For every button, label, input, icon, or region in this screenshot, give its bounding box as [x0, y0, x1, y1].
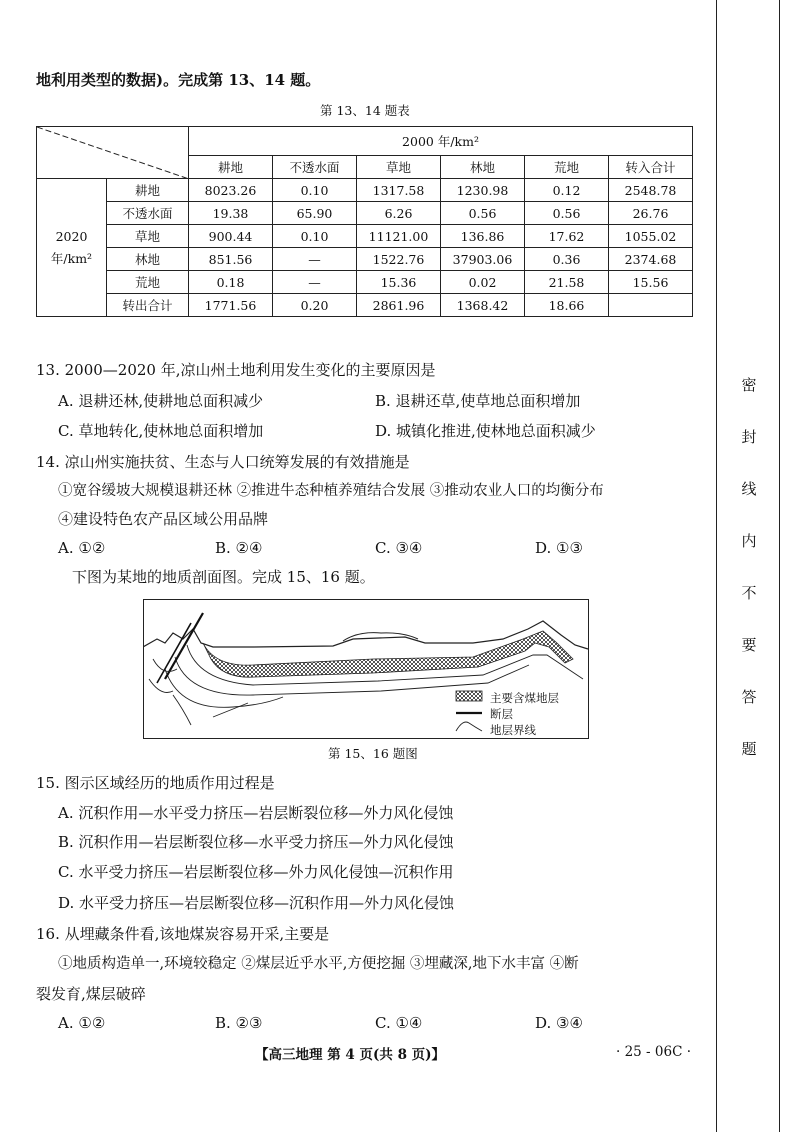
table-row [37, 271, 693, 294]
q15-option-d[interactable]: D. 水平受力挤压—岩层断裂位移—沉积作用—外力风化侵蚀 [58, 894, 455, 912]
table-row [37, 294, 693, 317]
q15-option-b[interactable]: B. 沉积作用—岩层断裂位移—水平受力挤压—外力风化侵蚀 [58, 833, 454, 851]
table-cell: 11121.00 [357, 225, 441, 248]
table-cell: 26.76 [609, 202, 693, 225]
q14-option-b[interactable]: B. ②④ [215, 539, 263, 557]
q16-option-c[interactable]: C. ①④ [375, 1014, 423, 1032]
table-cell: 15.56 [609, 271, 693, 294]
table-cell: 1230.98 [441, 179, 525, 202]
intro-line: 地利用类型的数据)。完成第 13、14 题。 [36, 71, 321, 89]
legend-boundary-symbol [456, 722, 482, 731]
diagonal-line [37, 127, 189, 179]
margin-char: 封 [741, 428, 757, 446]
legend-label-coal: 主要含煤地层 [490, 691, 559, 705]
table-cell: 900.44 [189, 225, 273, 248]
row-group-header: 2020 年/km² [37, 179, 107, 317]
column-header: 荒地 [525, 156, 609, 179]
table-cell: — [273, 271, 357, 294]
q13-option-b[interactable]: B. 退耕还草,使草地总面积增加 [375, 392, 581, 410]
page-footer: 【高三地理 第 4 页(共 8 页)】 [255, 1047, 446, 1063]
row-label: 荒地 [107, 271, 189, 294]
table-title: 第 13、14 题表 [320, 103, 410, 118]
land-use-transfer-table [36, 126, 693, 317]
margin-char: 不 [741, 584, 757, 602]
row-label: 林地 [107, 248, 189, 271]
q14-stem: 14. 凉山州实施扶贫、生态与人口统筹发展的有效措施是 [36, 453, 410, 471]
table-cell: 18.66 [525, 294, 609, 317]
row-label: 转出合计 [107, 294, 189, 317]
margin-char: 题 [741, 740, 757, 758]
figure-caption: 第 15、16 题图 [328, 746, 418, 761]
margin-char: 线 [741, 480, 757, 498]
table-row [37, 202, 693, 225]
q16-stem: 16. 从埋藏条件看,该地煤炭容易开采,主要是 [36, 925, 330, 943]
table-cell: 1055.02 [609, 225, 693, 248]
q13-option-c[interactable]: C. 草地转化,使林地总面积增加 [58, 422, 264, 440]
table-cell: 0.56 [525, 202, 609, 225]
q14-choices-line2: ④建设特色农产品区域公用品牌 [58, 510, 269, 528]
legend-label-fault: 断层 [490, 707, 513, 721]
q14-option-c[interactable]: C. ③④ [375, 539, 423, 557]
col-group-header: 2000 年/km² [189, 127, 693, 156]
row-label: 草地 [107, 225, 189, 248]
table-cell: 17.62 [525, 225, 609, 248]
table-cell: 0.20 [273, 294, 357, 317]
q14-option-a[interactable]: A. ①② [58, 539, 106, 557]
margin-char: 要 [741, 636, 757, 654]
table-cell: 1317.58 [357, 179, 441, 202]
margin-rule-right [779, 0, 780, 1132]
table-cell: 0.10 [273, 179, 357, 202]
table-cell: 0.02 [441, 271, 525, 294]
table-cell: 2861.96 [357, 294, 441, 317]
q16-choices-line1: ①地质构造单一,环境较稳定 ②煤层近乎水平,方便挖掘 ③埋藏深,地下水丰富 ④断 [58, 956, 579, 972]
column-header: 不透水面 [273, 156, 357, 179]
table-cell: 1771.56 [189, 294, 273, 317]
fault-line [165, 613, 203, 679]
table-cell: 1368.42 [441, 294, 525, 317]
table-cell: 0.12 [525, 179, 609, 202]
table-cell: 0.36 [525, 248, 609, 271]
table-cell: 6.26 [357, 202, 441, 225]
q16-option-b[interactable]: B. ②③ [215, 1014, 263, 1032]
table-cell [609, 294, 693, 317]
table-cell: 136.86 [441, 225, 525, 248]
q16-option-a[interactable]: A. ①② [58, 1014, 106, 1032]
figure-intro: 下图为某地的地质剖面图。完成 15、16 题。 [72, 568, 375, 586]
fault-line [157, 623, 191, 683]
table-corner-cell [37, 127, 189, 179]
q16-choices-line2: 裂发育,煤层破碎 [36, 985, 146, 1003]
table-cell: 65.90 [273, 202, 357, 225]
table-cell: 0.56 [441, 202, 525, 225]
q15-option-a[interactable]: A. 沉积作用—水平受力挤压—岩层断裂位移—外力风化侵蚀 [58, 804, 454, 822]
q13-option-d[interactable]: D. 城镇化推进,使林地总面积减少 [375, 422, 596, 440]
table-row [37, 225, 693, 248]
legend-label-boundary: 地层界线 [490, 723, 536, 737]
q13-stem: 13. 2000—2020 年,凉山州土地利用发生变化的主要原因是 [36, 361, 436, 379]
table-row [37, 248, 693, 271]
row-label: 耕地 [107, 179, 189, 202]
q14-option-d[interactable]: D. ①③ [535, 539, 583, 557]
table-row [37, 179, 693, 202]
paper-code: · 25 - 06C · [616, 1044, 691, 1060]
margin-char: 密 [741, 376, 757, 394]
table-cell: 37903.06 [441, 248, 525, 271]
q13-option-a[interactable]: A. 退耕还林,使耕地总面积减少 [58, 392, 264, 410]
table-cell: 851.56 [189, 248, 273, 271]
margin-char: 答 [741, 688, 757, 706]
margin-char: 内 [741, 532, 757, 550]
legend-coal-swatch [456, 691, 482, 701]
column-header: 转入合计 [609, 156, 693, 179]
column-header: 草地 [357, 156, 441, 179]
column-header: 林地 [441, 156, 525, 179]
table-cell: — [273, 248, 357, 271]
table-cell: 1522.76 [357, 248, 441, 271]
table-cell: 19.38 [189, 202, 273, 225]
table-cell: 8023.26 [189, 179, 273, 202]
column-header: 耕地 [189, 156, 273, 179]
table-cell: 0.10 [273, 225, 357, 248]
geologic-cross-section [143, 599, 589, 739]
table-cell: 21.58 [525, 271, 609, 294]
table-cell: 15.36 [357, 271, 441, 294]
margin-rule-left [716, 0, 717, 1132]
q16-option-d[interactable]: D. ③④ [535, 1014, 583, 1032]
strata-boundary [213, 703, 248, 717]
q14-choices-line1: ①宽谷缓坡大规模退耕还林 ②推进牛态种植养殖结合发展 ③推动农业人口的均衡分布 [58, 483, 604, 499]
q15-stem: 15. 图示区域经历的地质作用过程是 [36, 774, 275, 792]
row-label: 不透水面 [107, 202, 189, 225]
table-cell: 2374.68 [609, 248, 693, 271]
table-cell: 2548.78 [609, 179, 693, 202]
q15-option-c[interactable]: C. 水平受力挤压—岩层断裂位移—外力风化侵蚀—沉积作用 [58, 863, 454, 881]
table-cell: 0.18 [189, 271, 273, 294]
